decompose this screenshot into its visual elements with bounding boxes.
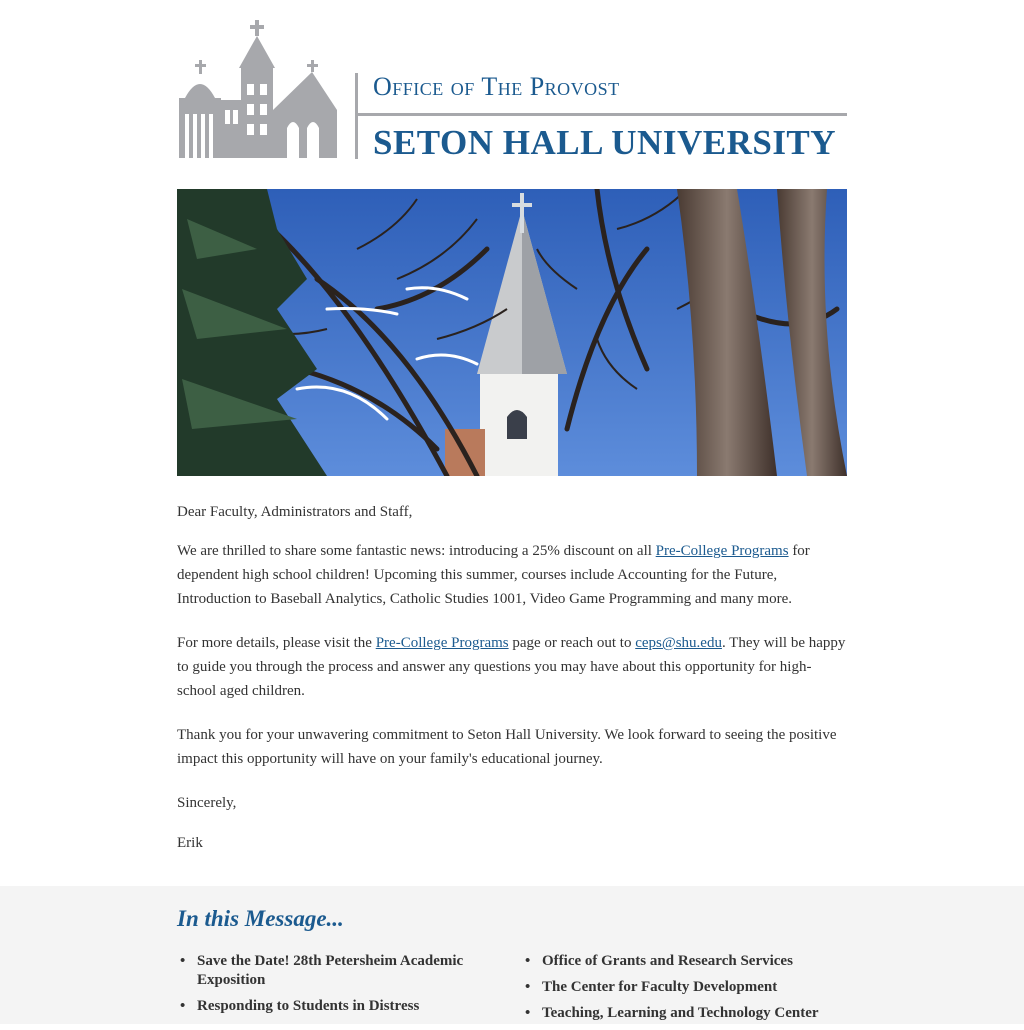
closing: Sincerely, — [177, 795, 237, 811]
pre-college-programs-link-2[interactable]: Pre-College Programs — [375, 635, 509, 651]
toc-heading: In this Message... — [177, 906, 344, 931]
email-link[interactable]: ceps@shu.edu — [635, 635, 722, 651]
email-header — [177, 18, 847, 163]
paragraph-details — [177, 631, 847, 703]
p1-text-start: We are thrilled to share some fantastic news: introducing a 25% discount on all — [177, 543, 656, 559]
p2-text-start: For more details, please visit the — [177, 635, 376, 651]
toc-item[interactable]: • Teaching, Learning and Technology Center — [522, 1004, 852, 1023]
message-contents-section — [0, 886, 1024, 1024]
paragraph-thanks: Thank you for your unwavering commitment to Seton Hall University. We look forward to seeing the positive impact this opportunity will have on your family's educational journey. — [177, 727, 837, 767]
university-name: SETON HALL UNIVERSITY — [373, 123, 837, 162]
header-divider-horizontal — [357, 113, 847, 116]
toc-item[interactable]: • The Center for Faculty Development — [522, 978, 852, 997]
p1-text-end: for dependent high school children! Upcoming this summer, courses include Accounting for the Future, Introduction to Baseball Analytics, Catholic Studies 1001, Video Game Programming and many more. — [177, 543, 810, 607]
hero-image — [177, 189, 847, 476]
university-building-logo-icon — [177, 18, 342, 163]
toc-list-left — [177, 952, 487, 1023]
church-steeple-winter-photo — [177, 189, 847, 476]
toc-list-right — [522, 952, 852, 1030]
greeting: Dear Faculty, Administrators and Staff, — [177, 504, 413, 520]
header-divider-vertical — [355, 73, 358, 159]
toc-item[interactable]: • Office of Grants and Research Services — [522, 952, 852, 971]
paragraph-announcement — [177, 539, 847, 611]
p2-text-middle: page or reach out to — [508, 635, 636, 651]
office-title: Office of The Provost — [373, 72, 620, 101]
signature: Erik — [177, 835, 203, 851]
letter-body — [177, 500, 847, 875]
toc-item[interactable]: • Responding to Students in Distress — [177, 997, 487, 1016]
pre-college-programs-link[interactable]: Pre-College Programs — [655, 543, 789, 559]
toc-item[interactable]: • Save the Date! 28th Petersheim Academic Exposition — [177, 952, 487, 990]
p2-text-end: . They will be happy to guide you through the process and answer any questions you may have about this opportunity for high-school aged children. — [177, 635, 846, 699]
